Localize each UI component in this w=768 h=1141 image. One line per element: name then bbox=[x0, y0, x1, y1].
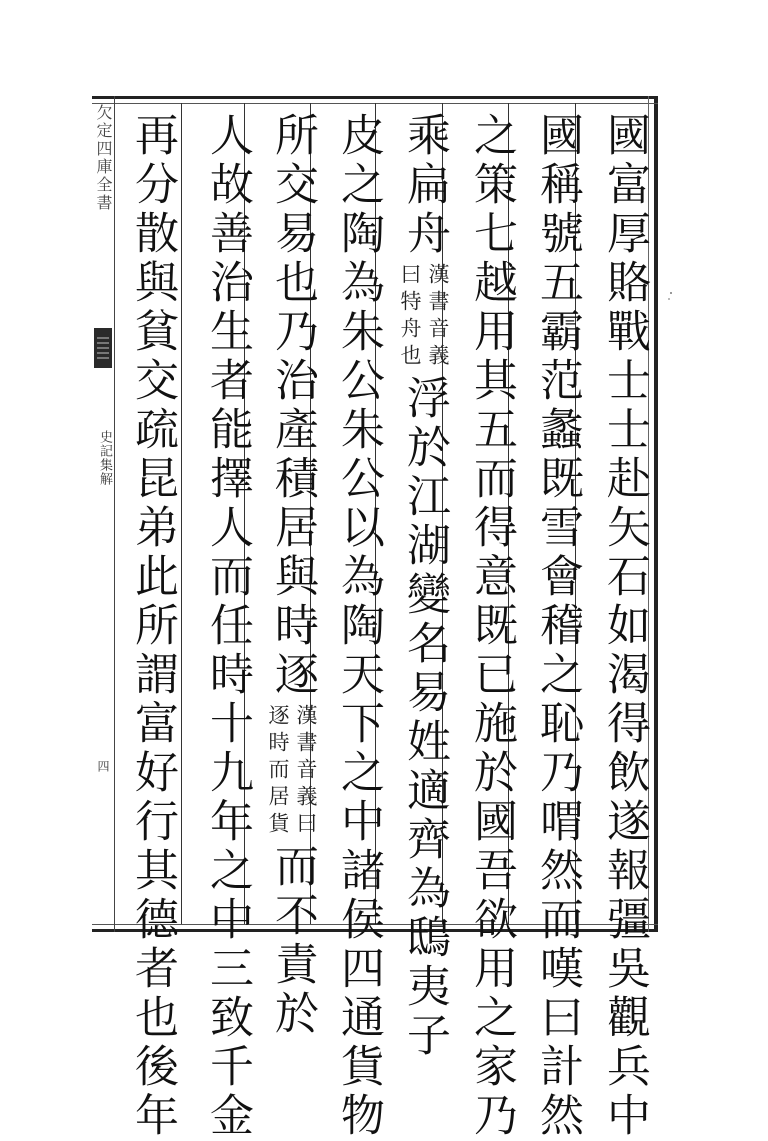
main-text: 而不責於 bbox=[267, 843, 318, 1039]
note-line-left: 曰特舟也 bbox=[398, 263, 422, 371]
note-line-right: 漢書音義 bbox=[426, 263, 450, 371]
book-title: 史記集解 bbox=[97, 430, 112, 486]
spine-label: 欠定四庫全書 bbox=[94, 104, 113, 212]
commentary-note bbox=[266, 704, 318, 839]
column-rule bbox=[181, 103, 182, 924]
main-text: 浮於江湖變名易姓適齊為鴟夷子 bbox=[399, 375, 450, 1061]
paper-speck bbox=[668, 292, 676, 300]
note-line-right: 漢書音義曰 bbox=[294, 704, 318, 839]
text-column-1: 國富厚賂戰士士赴矢石如渴得飲遂報彊吳觀兵中 bbox=[599, 112, 650, 1141]
text-column-8: 再分散與貧交疏昆弟此所謂富好行其德者也後年 bbox=[127, 112, 178, 1141]
text-column-6 bbox=[264, 112, 320, 1039]
main-text: 乘扁舟 bbox=[399, 112, 450, 259]
spine-margin bbox=[92, 96, 115, 932]
text-column-3: 之策七越用其五而得意既已施於國吾欲用之家乃 bbox=[466, 112, 517, 1141]
main-text: 所交易也乃治產積居與時逐 bbox=[267, 112, 318, 700]
page-number: 四 bbox=[96, 760, 110, 772]
text-column-2: 國稱號五霸范蠡既雪會稽之恥乃喟然而嘆曰計然 bbox=[532, 112, 583, 1141]
text-column-5: 皮之陶為朱公朱公以為陶天下之中諸侯四通貨物 bbox=[333, 112, 384, 1141]
text-column-7: 人故善治生者能擇人而任時十九年之中三致千金 bbox=[202, 112, 253, 1141]
note-line-left: 逐時而居貨 bbox=[266, 704, 290, 839]
fishtail-mark bbox=[94, 328, 112, 368]
commentary-note bbox=[398, 263, 450, 371]
text-column-4 bbox=[396, 112, 452, 1061]
